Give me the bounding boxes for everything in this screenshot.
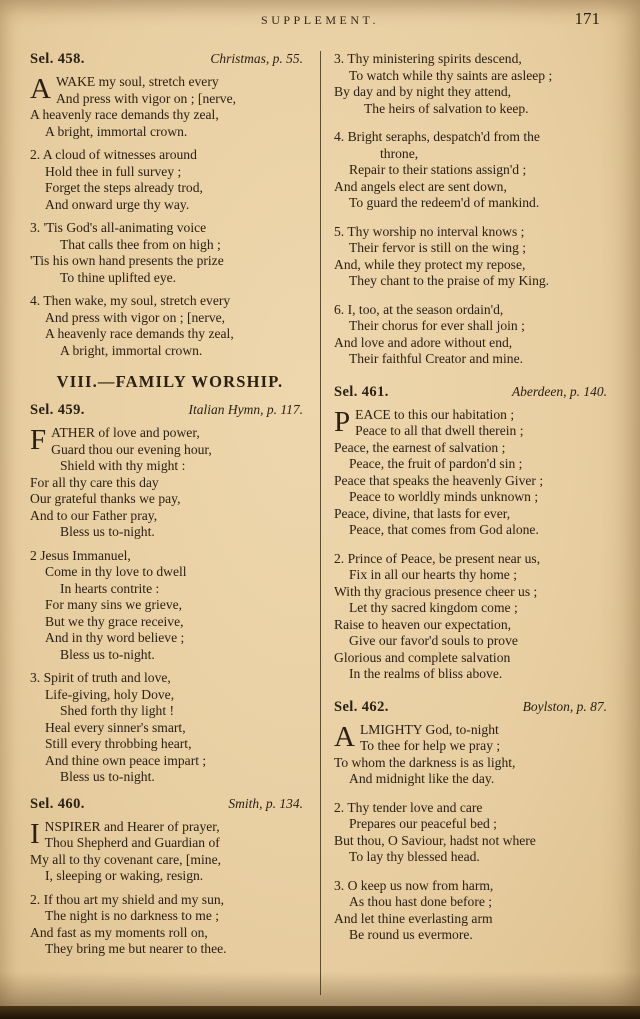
hymn-line: 2. If thou art my shield and my sun, <box>30 891 225 907</box>
hymn-line: Bless us to-night. <box>60 524 155 539</box>
hymn-line: For many sins we grieve, <box>45 597 183 612</box>
hymn-line: In hearts contrite : <box>60 580 160 596</box>
hymn-line: ATHER of love and power, <box>51 425 200 440</box>
dropcap-letter: A <box>30 73 51 105</box>
hymn-line: Peace, the fruit of pardon'd sin ; <box>349 456 523 471</box>
tune-reference: Christmas, p. 55. <box>210 51 303 66</box>
hymn-line: NSPIRER and Hearer of prayer, <box>44 818 220 834</box>
stanza <box>30 220 310 286</box>
tune-reference: Smith, p. 134. <box>228 795 303 811</box>
stanza <box>30 147 310 213</box>
hymn-line: Peace, that comes from God alone. <box>349 522 539 537</box>
stanza <box>30 670 310 786</box>
selection-header <box>30 796 308 813</box>
hymn-line: Hold thee in full survey ; <box>45 163 182 179</box>
stanza <box>334 129 614 212</box>
page-number: 171 <box>574 9 600 28</box>
hymn-line: 4. Bright seraphs, despatch'd from the <box>334 129 540 144</box>
stanza <box>334 722 614 788</box>
hymn-line: But thou, O Saviour, hadst not where <box>334 832 536 848</box>
page-header <box>0 0 640 45</box>
hymn-line: Peace to worldly minds unknown ; <box>349 489 539 504</box>
hymn-line: Their faithful Creator and mine. <box>349 351 524 366</box>
hymn-line: To thine uplifted eye. <box>60 269 177 285</box>
hymn-line: Bless us to-night. <box>60 769 155 784</box>
stanza <box>334 224 614 290</box>
hymn-line: 3. Thy ministering spirits descend, <box>334 51 522 66</box>
tune-reference: Aberdeen, p. 140. <box>511 383 607 399</box>
stanza <box>334 800 614 866</box>
selection-number: Sel. 458. <box>30 51 85 67</box>
dropcap-letter: P <box>334 405 351 438</box>
stanza <box>334 878 614 944</box>
stanza <box>30 819 310 885</box>
hymn-line: For all thy care this day <box>30 474 159 490</box>
hymn-line: And onward urge thy way. <box>45 196 190 212</box>
hymn-line: Glorious and complete salvation <box>334 649 511 665</box>
selection-number: Sel. 462. <box>334 698 389 715</box>
hymn-line: Guard thou our evening hour, <box>51 441 212 457</box>
hymn-line: Raise to heaven our expectation, <box>334 616 512 632</box>
stanza <box>30 293 310 359</box>
hymn-line: Bless us to-night. <box>60 646 155 662</box>
hymn-line: To lay thy blessed head. <box>349 849 480 864</box>
hymn-line: 6. I, too, at the season ordain'd, <box>334 301 504 317</box>
hymn-line: LMIGHTY God, to-night <box>359 721 499 737</box>
selection-header <box>30 51 308 68</box>
hymn-line: Peace to all that dwell therein ; <box>355 423 524 438</box>
hymn-line: Give our favor'd souls to prove <box>349 633 518 648</box>
hymn-line: The night is no darkness to me ; <box>45 908 220 923</box>
dropcap-letter: A <box>334 720 355 753</box>
hymn-line: I, sleeping or waking, resign. <box>45 868 204 883</box>
columns <box>0 45 640 995</box>
hymn-line: 2. Prince of Peace, be present near us, <box>334 550 541 566</box>
hymn-line: Thou Shepherd and Guardian of <box>44 835 220 850</box>
hymn-line: 3. 'Tis God's all-animating voice <box>30 220 207 235</box>
selection-number: Sel. 460. <box>30 795 85 812</box>
stanza <box>334 407 614 539</box>
stanza <box>334 302 614 368</box>
hymn-line: And midnight like the day. <box>349 771 495 786</box>
hymn-line: My all to thy covenant care, [mine, <box>30 851 222 867</box>
hymn-line: A bright, immortal crown. <box>45 123 188 139</box>
hymn-line: And let thine everlasting arm <box>334 910 493 926</box>
dropcap-letter: F <box>30 424 47 456</box>
tune-reference: Italian Hymn, p. 117. <box>188 402 303 417</box>
hymn-line: Peace, divine, that lasts for ever, <box>334 505 511 521</box>
section-heading: VIII.—FAMILY WORSHIP. <box>56 372 284 391</box>
hymn-line: And thine own peace impart ; <box>45 752 207 768</box>
selection-header <box>30 402 308 419</box>
hymn-line: 5. Thy worship no interval knows ; <box>334 223 525 239</box>
book-edge <box>0 1006 640 1019</box>
stanza <box>30 892 310 958</box>
hymn-line: Our grateful thanks we pay, <box>30 491 181 506</box>
hymn-line: 2 Jesus Immanuel, <box>30 547 131 563</box>
stanza <box>30 548 310 664</box>
hymn-line: 2. A cloud of witnesses around <box>30 147 197 162</box>
stanza <box>30 74 310 140</box>
hymn-line: They bring me but nearer to thee. <box>45 941 227 956</box>
hymn-line: To whom the darkness is as light, <box>334 754 516 770</box>
selection-number: Sel. 461. <box>334 383 389 400</box>
hymn-line: throne, <box>380 145 419 161</box>
hymn-line: The heirs of salvation to keep. <box>364 100 529 116</box>
hymn-line: To thee for help we pray ; <box>359 738 501 753</box>
hymn-line: Shield with thy might : <box>60 458 186 473</box>
hymn-line: Their chorus for ever shall join ; <box>349 318 525 333</box>
hymn-line: Still every throbbing heart, <box>45 736 192 751</box>
hymn-line: Prepares our peaceful bed ; <box>349 816 497 831</box>
hymn-line: And fast as my moments roll on, <box>30 924 208 940</box>
hymn-line: 3. Spirit of truth and love, <box>30 670 171 685</box>
hymn-line: Fix in all our hearts thy home ; <box>349 567 518 582</box>
hymn-line: Heal every sinner's smart, <box>45 719 186 735</box>
hymn-line: Come in thy love to dwell <box>45 564 187 579</box>
hymn-line: Shed forth thy light ! <box>60 703 175 718</box>
hymn-line: With thy gracious presence cheer us ; <box>334 583 538 599</box>
hymn-line: To guard the redeem'd of mankind. <box>349 195 540 210</box>
hymn-line: As thou hast done before ; <box>349 894 493 909</box>
hymn-line: 2. Thy tender love and care <box>334 799 483 815</box>
selection-header <box>334 384 612 401</box>
hymn-line: And love and adore without end, <box>334 334 513 350</box>
hymn-line: And in thy word believe ; <box>45 630 185 645</box>
hymn-line: Forget the steps already trod, <box>45 180 203 195</box>
hymn-line: And, while they protect my repose, <box>334 256 526 272</box>
hymn-line: Their fervor is still on the wing ; <box>349 240 527 255</box>
selection-header <box>334 699 612 716</box>
hymn-line: 3. O keep us now from harm, <box>334 877 494 893</box>
hymn-line: A bright, immortal crown. <box>60 342 203 358</box>
stanza <box>334 51 614 117</box>
hymn-line: Let thy sacred kingdom come ; <box>349 600 518 615</box>
hymn-line: In the realms of bliss above. <box>349 666 503 681</box>
hymn-line: Repair to their stations assign'd ; <box>349 162 527 177</box>
stanza <box>30 425 310 541</box>
hymn-line: That calls thee from on high ; <box>60 236 221 252</box>
hymn-line: Life-giving, holy Dove, <box>45 686 175 702</box>
hymn-line: 4. Then wake, my soul, stretch every <box>30 293 231 308</box>
hymn-line: And press with vigor on ; [nerve, <box>55 90 237 106</box>
running-head: SUPPLEMENT. <box>261 13 379 27</box>
selection-number: Sel. 459. <box>30 402 85 418</box>
hymn-line: To watch while thy saints are asleep ; <box>349 67 553 83</box>
hymn-line: Peace that speaks the heavenly Giver ; <box>334 472 544 488</box>
hymn-line: 'Tis his own hand presents the prize <box>30 253 224 268</box>
dropcap-letter: I <box>30 817 40 850</box>
hymn-line: A heavenly race demands thy zeal, <box>45 326 234 341</box>
stanza <box>334 551 614 683</box>
hymn-line: A heavenly race demands thy zeal, <box>30 107 219 122</box>
hymn-line: And press with vigor on ; [nerve, <box>45 309 226 325</box>
hymn-line: Be round us evermore. <box>349 927 473 942</box>
hymn-line: They chant to the praise of my King. <box>349 273 550 288</box>
hymn-line: But we thy grace receive, <box>45 613 184 629</box>
hymn-line: And angels elect are sent down, <box>334 178 507 194</box>
hymn-line: WAKE my soul, stretch every <box>55 74 219 89</box>
hymn-line: Peace, the earnest of salvation ; <box>334 439 506 455</box>
tune-reference: Boylston, p. 87. <box>522 698 607 714</box>
hymn-line: By day and by night they attend, <box>334 84 512 99</box>
hymn-line: EACE to this our habitation ; <box>355 406 515 422</box>
column-right <box>320 51 614 995</box>
hymn-line: And to our Father pray, <box>30 507 158 523</box>
column-left <box>30 51 320 995</box>
